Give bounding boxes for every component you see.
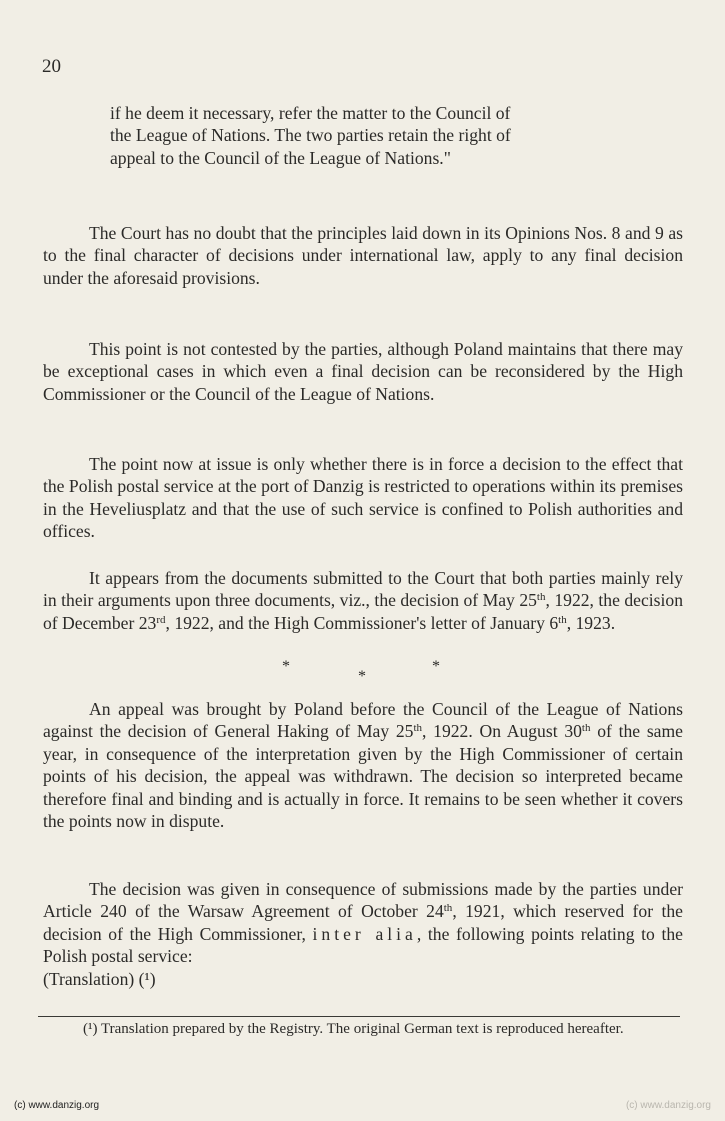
page-number: 20 xyxy=(42,56,61,77)
text-run: , 1922, and the High Commissioner's letter of January 6 xyxy=(165,612,559,633)
ordinal-suffix: th xyxy=(413,722,423,735)
text-run: of the same year, in consequence of the interpretation given by the High Commissioner of certain points of his decision, the appeal was withdrawn. The decision so interpreted became therefore final and binding and is actually in force. It remains to be seen whether it covers the points now in dispute. xyxy=(43,721,683,832)
footnote-text: (¹) Translation prepared by the Registry. The original German text is reproduced hereafter. xyxy=(83,1021,624,1037)
paragraph-6 xyxy=(43,878,683,990)
paragraph-text: The point now at issue is only whether there is in force a decision to the effect that the Polish postal service at the port of Danzig is restricted to operations within its premises in the Heveliusplatz and that the use of such service is confined to Polish authorities and offices. xyxy=(43,454,683,542)
ordinal-suffix: th xyxy=(558,613,567,626)
paragraph-text: This point is not contested by the parties, although Poland maintains that there may be exceptional cases in which even a final decision can be reconsidered by the High Commissioner or the Council of the League of Nations. xyxy=(43,339,683,404)
paragraph-4 xyxy=(43,567,683,634)
ordinal-suffix: rd xyxy=(156,613,166,626)
emphasized-latin: inter alia xyxy=(312,923,417,944)
footnote xyxy=(43,1020,683,1039)
paragraph-text xyxy=(43,698,683,832)
paragraph-2 xyxy=(43,338,683,405)
paragraph-text xyxy=(43,567,683,634)
paragraph-text xyxy=(43,878,683,968)
paragraph-text: The Court has no doubt that the principles laid down in its Opinions Nos. 8 and 9 as to the final character of decisions under international law, apply to any final decision under the aforesaid provisions. xyxy=(43,223,683,288)
text-run: , the following points relating to the Polish postal service: xyxy=(43,923,683,967)
text-run: An appeal was brought by Poland before the Council of the League of Nations against the decision of General Haking of May 25 xyxy=(43,699,683,742)
section-separator xyxy=(0,658,725,688)
quote-line: appeal to the Council of the League of Nations." xyxy=(110,147,451,168)
separator-star: * xyxy=(358,668,366,685)
watermark-right: (c) www.danzig.org xyxy=(625,1100,711,1111)
ordinal-suffix: th xyxy=(581,722,591,735)
quote-block xyxy=(110,102,683,169)
text-run: , 1922, the decision of December 23 xyxy=(43,590,683,633)
text-run: , 1922. On August 30 xyxy=(422,721,582,742)
watermark-left: (c) www.danzig.org xyxy=(14,1100,100,1111)
quote-line: the League of Nations. The two parties retain the right of xyxy=(110,125,511,146)
paragraph-1 xyxy=(43,222,683,289)
text-run: The decision was given in consequence of submissions made by the parties under Article 240 of the Warsaw Agreement of October 24 xyxy=(43,879,683,922)
text-run: , 1921, which reserved for the decision of the High Commissioner, xyxy=(43,901,683,944)
ordinal-suffix: th xyxy=(536,591,546,604)
quote-line: if he deem it necessary, refer the matter to the Council of xyxy=(110,103,511,123)
text-run: , 1923. xyxy=(566,612,616,633)
text-run: It appears from the documents submitted to the Court that both parties mainly rely in their arguments upon three documents, viz., the decision of May 25 xyxy=(43,568,683,611)
separator-star: * xyxy=(282,658,290,675)
paragraph-3 xyxy=(43,453,683,543)
footnote-divider xyxy=(38,1016,680,1017)
translation-label: (Translation) (¹) xyxy=(43,968,156,989)
separator-star: * xyxy=(432,658,440,675)
paragraph-5 xyxy=(43,698,683,832)
ordinal-suffix: th xyxy=(443,902,453,915)
